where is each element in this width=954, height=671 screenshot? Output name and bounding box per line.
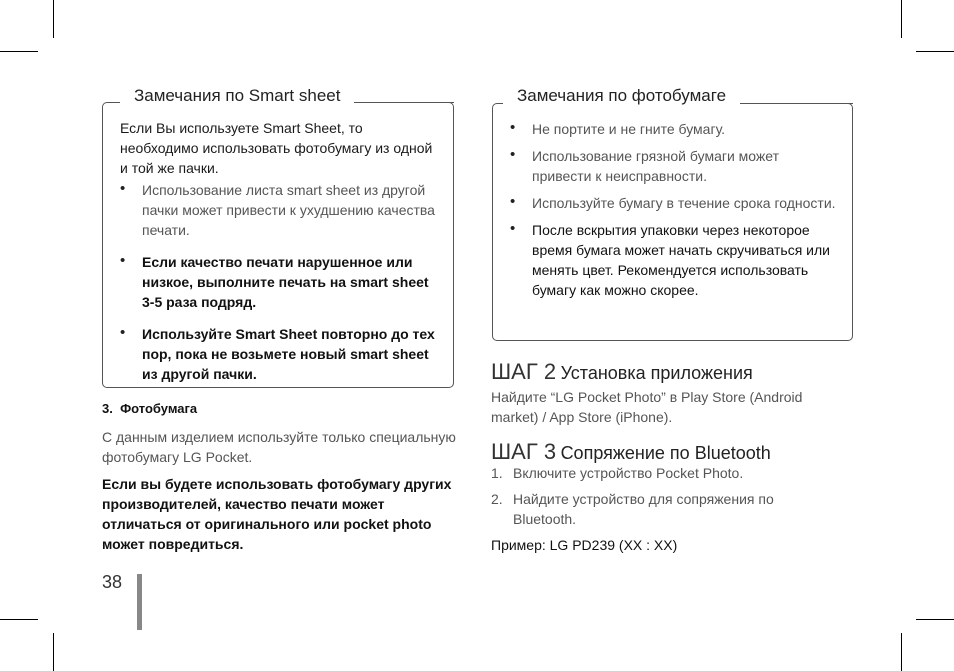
photo-paper-bullet-list [510,119,840,300]
list-item: • Если качество печати нарушенное или низкое, выполните печать на smart sheet 3-5 раза подряд. [120,252,442,312]
smart-sheet-title-line [372,102,454,103]
page-number-bar [137,574,142,630]
smart-sheet-intro: Если Вы используете Smart Sheet, то необходимо использовать фотобумагу из одной и той же пачки. [120,120,433,176]
crop-mark [0,619,38,620]
photo-paper-title-line [756,103,853,104]
page-number: 38 [102,572,123,592]
list-item: 1. Включите устройство Pocket Photo. [491,465,744,481]
photo-paper-text: С данным изделием используйте только специальную фотобумагу LG Pocket. [102,429,456,465]
crop-mark [53,0,54,38]
step3-list [491,463,821,529]
list-item: • Использование грязной бумаги может привести к неисправности. [510,146,840,186]
crop-mark [901,0,902,38]
list-item: 2. Найдите устройство для сопряжения по Bluetooth. [491,491,774,527]
photo-paper-section [102,399,458,554]
list-item: • Используйте бумагу в течение срока годности. [510,193,840,213]
list-item: • После вскрытия упаковки через некоторое время бумага может начать скручиваться или менять цвет. Рекомендуется использовать бумагу как можно скорее. [510,220,840,300]
step3-heading: ШАГ 3 Сопряжение по Bluetooth [491,439,771,464]
photo-paper-heading: 3. Фотобумага [102,401,198,416]
smart-sheet-notes-content [120,118,442,384]
step3-example: Пример: LG PD239 (XX : XX) [491,537,678,553]
list-item: • Использование листа smart sheet из другой пачки может привести к ухудшению качества печати. [120,180,442,240]
smart-sheet-notes-title: Замечания по Smart sheet [120,86,354,106]
crop-mark [916,619,954,620]
photo-paper-notes-title: Замечания по фотобумаге [503,86,740,106]
crop-mark [916,51,954,52]
smart-sheet-bullet-list [120,180,442,384]
step2-text: Найдите “LG Pocket Photo” в Play Store (Android market) / App Store (iPhone). [491,389,803,425]
crop-mark [0,51,38,52]
step2-heading: ШАГ 2 Установка приложения [491,359,753,384]
crop-mark [901,633,902,671]
list-item: • Не портите и не гните бумагу. [510,119,840,139]
crop-mark [53,633,54,671]
list-item: • Используйте Smart Sheet повторно до тех пор, пока не возьмете новый smart sheet из другой пачки. [120,324,442,384]
photo-paper-warning: Если вы будете использовать фотобумагу других производителей, качество печати может отличаться от оригинального или pocket photo может повредиться. [102,476,452,552]
